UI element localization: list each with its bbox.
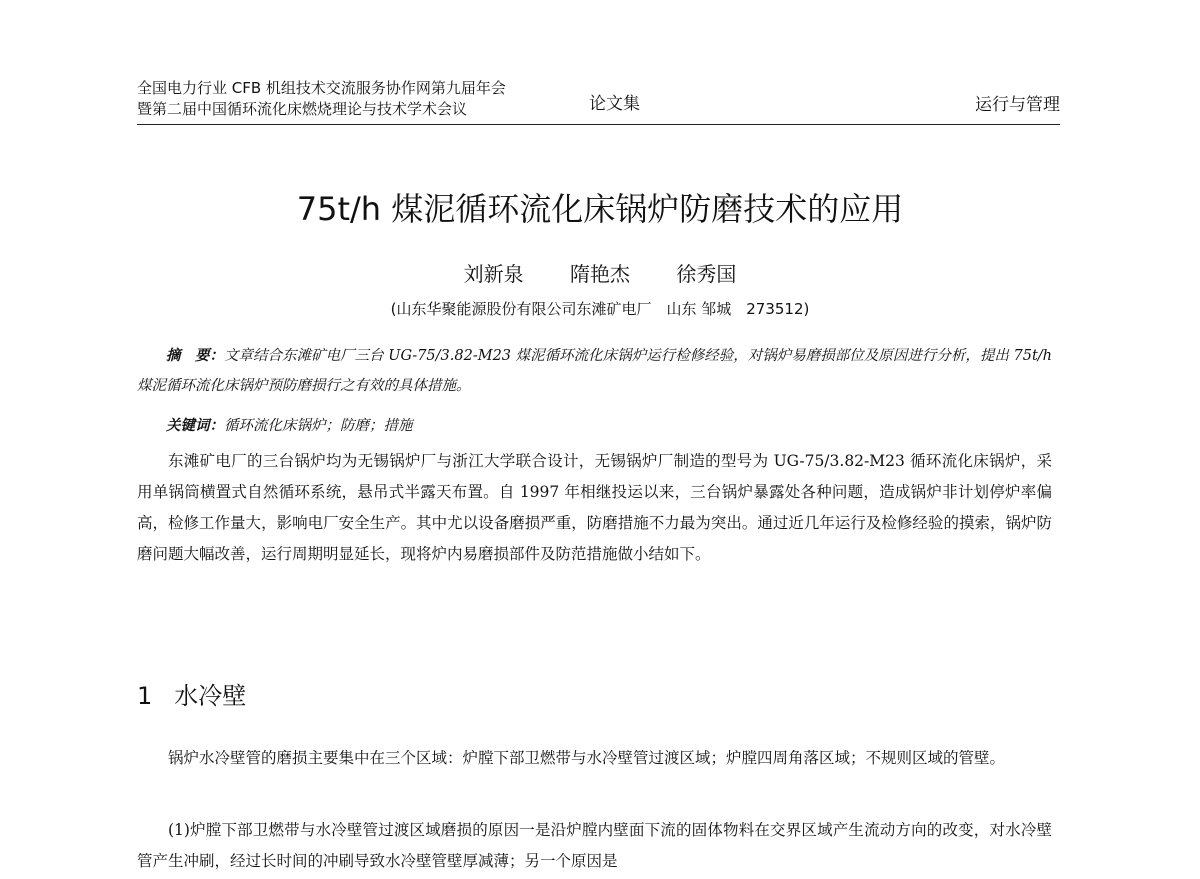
abstract-label: 摘 要： [166,347,225,364]
conference-line-2: 暨第二届中国循环流化床燃烧理论与技术学术会议 [137,100,468,118]
keywords-label: 关键词： [166,417,224,434]
author-name: 隋艳杰 [570,262,630,286]
abstract-text: 文章结合东滩矿电厂三台 UG-75/3.82-M23 煤泥循环流化床锅炉运行检修经验，对锅炉易磨损部位及原因进行分析，提出 75t/h 煤泥循环流化床锅炉预防磨损行之有效的具体措施。 [137,348,1052,394]
proceedings-label: 论文集 [589,94,640,114]
author-list [0,258,1200,287]
intro-paragraph: 东滩矿电厂的三台锅炉均为无锡锅炉厂与浙江大学联合设计，无锡锅炉厂制造的型号为 UG-75/3.82-M23 循环流化床锅炉，采用单锅筒横置式自然循环系统，悬吊式半露天布置。自 1997 年相继投运以来，三台锅炉暴露处各种问题，造成锅炉非计划停炉率偏高，检修工作量大，影响电厂安全生产。其中尤以设备磨损严重，防磨措施不力最为突出。通过近几年运行及检修经验的摸索，锅炉防磨问题大幅改善，运行周期明显延长，现将炉内易磨损部件及防范措施做小结如下。 [137,452,1052,563]
keywords-text: 循环流化床锅炉；防磨；措施 [224,418,413,434]
section-paragraph: 锅炉水冷壁管的磨损主要集中在三个区域：炉膛下部卫燃带与水冷壁管过渡区域；炉膛四周角落区域；不规则区域的管壁。 [168,749,1006,767]
section-paragraph: (1)炉膛下部卫燃带与水冷壁管过渡区域磨损的原因一是沿炉膛内壁面下流的固体物料在交界区域产生流动方向的改变，对水冷壁管产生冲刷，经过长时间的冲刷导致水冷壁管壁厚减薄；另一个原因是 [137,821,1052,870]
keywords [137,410,1052,442]
author-name: 刘新泉 [463,262,524,286]
conference-line-1: 全国电力行业 CFB 机组技术交流服务协作网第九届年会 [137,79,506,97]
abstract [137,341,1052,401]
affiliation: (山东华聚能源股份有限公司东滩矿电厂 山东 邹城 273512) [390,300,810,318]
section-title: 水冷壁 [174,682,247,710]
conference-name [137,78,506,120]
section-number: 1 [137,682,153,710]
running-header [137,72,1060,125]
section-heading [137,676,246,711]
author-name: 徐秀国 [676,262,737,286]
section-label: 运行与管理 [975,95,1060,115]
paper-title: 75t/h 煤泥循环流化床锅炉防磨技术的应用 [296,190,904,228]
